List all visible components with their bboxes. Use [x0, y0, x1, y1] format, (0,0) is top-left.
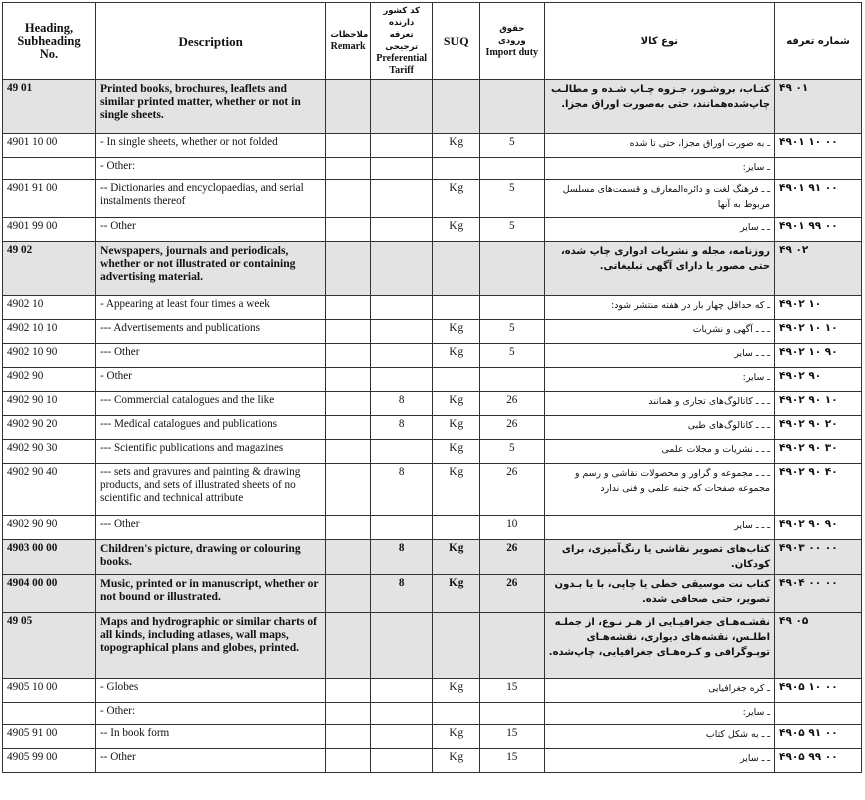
cell-remark	[326, 575, 370, 613]
cell-description: -- Other	[95, 218, 325, 242]
table-row	[3, 320, 862, 344]
cell-code: 4902 10 90	[3, 344, 96, 368]
cell-import-duty: 5	[479, 218, 544, 242]
cell-code: 4904 00 00	[3, 575, 96, 613]
cell-goods-type: ـ ـ ـ کاتالوگ‌های طبی	[544, 416, 774, 440]
header-pref-fa-1: کد کشور دارنده	[383, 6, 420, 28]
cell-remark	[326, 242, 370, 296]
header-description: Description	[95, 3, 325, 80]
cell-tariff-number: ۴۹ ۰۵	[775, 613, 862, 679]
cell-import-duty	[479, 80, 544, 134]
cell-import-duty: 26	[479, 540, 544, 575]
cell-remark	[326, 440, 370, 464]
cell-goods-type: ـ ـ سایر	[544, 749, 774, 773]
cell-goods-type: ـ سایر:	[544, 158, 774, 180]
cell-code: 49 02	[3, 242, 96, 296]
cell-suq	[433, 368, 479, 392]
cell-code	[3, 158, 96, 180]
cell-remark	[326, 296, 370, 320]
cell-suq: Kg	[433, 320, 479, 344]
cell-description: -- Other	[95, 749, 325, 773]
cell-description: Children's picture, drawing or colouring books.	[95, 540, 325, 575]
cell-tariff-number: ۴۹۰۲ ۹۰ ۲۰	[775, 416, 862, 440]
header-row	[3, 3, 862, 80]
cell-import-duty	[479, 703, 544, 725]
cell-preferential: 8	[370, 575, 433, 613]
cell-goods-type: ـ ـ سایر	[544, 218, 774, 242]
cell-goods-type: ـ به صورت اوراق مجزا، حتی تا شده	[544, 134, 774, 158]
cell-tariff-number: ۴۹۰۲ ۹۰ ۴۰	[775, 464, 862, 516]
cell-preferential	[370, 242, 433, 296]
cell-preferential	[370, 516, 433, 540]
cell-code: 4905 91 00	[3, 725, 96, 749]
cell-suq	[433, 516, 479, 540]
cell-goods-type: ـ ـ ـ سایر	[544, 344, 774, 368]
cell-tariff-number: ۴۹ ۰۱	[775, 80, 862, 134]
cell-suq	[433, 80, 479, 134]
cell-suq	[433, 296, 479, 320]
cell-description: Music, printed or in manuscript, whether or not bound or illustrated.	[95, 575, 325, 613]
cell-code: 4902 90 40	[3, 464, 96, 516]
cell-description: - Appearing at least four times a week	[95, 296, 325, 320]
table-row	[3, 344, 862, 368]
cell-tariff-number: ۴۹۰۱ ۱۰ ۰۰	[775, 134, 862, 158]
cell-tariff-number: ۴۹۰۱ ۹۹ ۰۰	[775, 218, 862, 242]
cell-import-duty: 26	[479, 392, 544, 416]
cell-goods-type: ـ که حداقل چهار بار در هفته منتشر شود:	[544, 296, 774, 320]
cell-description: Maps and hydrographic or similar charts of all kinds, including atlases, wall maps, topographical plans and globes, printed.	[95, 613, 325, 679]
cell-tariff-number: ۴۹۰۲ ۹۰ ۳۰	[775, 440, 862, 464]
cell-description: --- Other	[95, 344, 325, 368]
cell-description: --- Commercial catalogues and the like	[95, 392, 325, 416]
header-remark-fa: ملاحظات	[330, 30, 369, 40]
header-suq: SUQ	[433, 3, 479, 80]
table-row	[3, 296, 862, 320]
cell-goods-type: روزنامه، مجله و نشریات ادواری چاپ شده، حتی مصور یا دارای آگهی تبلیغاتی.	[544, 242, 774, 296]
cell-goods-type: ـ سایر:	[544, 368, 774, 392]
cell-remark	[326, 80, 370, 134]
cell-description: - Other:	[95, 703, 325, 725]
cell-tariff-number: ۴۹۰۲ ۹۰	[775, 368, 862, 392]
cell-preferential	[370, 180, 433, 218]
cell-preferential	[370, 440, 433, 464]
cell-description: - Other	[95, 368, 325, 392]
cell-tariff-number: ۴۹۰۵ ۹۹ ۰۰	[775, 749, 862, 773]
cell-goods-type: ـ ـ فرهنگ لغت و دائره‌المعارف و قسمت‌های مسلسل مربوط به آنها	[544, 180, 774, 218]
table-header	[3, 3, 862, 80]
cell-description: - Globes	[95, 679, 325, 703]
cell-goods-type: ـ ـ به شکل کتاب	[544, 725, 774, 749]
cell-preferential	[370, 679, 433, 703]
table-row	[3, 540, 862, 575]
cell-description: --- Medical catalogues and publications	[95, 416, 325, 440]
table-row	[3, 416, 862, 440]
table-row	[3, 368, 862, 392]
cell-code: 4902 90 10	[3, 392, 96, 416]
cell-tariff-number: ۴۹۰۵ ۱۰ ۰۰	[775, 679, 862, 703]
cell-goods-type: کتاب‌های تصویر نقاشی یا رنگ‌آمیزی، برای کودکان.	[544, 540, 774, 575]
table-row	[3, 440, 862, 464]
cell-description: Printed books, brochures, leaflets and similar printed matter, whether or not in single sheets.	[95, 80, 325, 134]
cell-goods-type: ـ ـ ـ مجموعه و گراور و محصولات نقاشی و رسم و مجموعه صفحات که جنبه علمی و فنی ندارد	[544, 464, 774, 516]
cell-goods-type: ـ ـ ـ آگهی و نشریات	[544, 320, 774, 344]
header-remark	[326, 3, 370, 80]
cell-tariff-number: ۴۹۰۲ ۱۰	[775, 296, 862, 320]
cell-suq: Kg	[433, 180, 479, 218]
cell-preferential: 8	[370, 540, 433, 575]
header-pref-en: Preferential Tariff	[376, 53, 428, 76]
cell-preferential	[370, 749, 433, 773]
cell-import-duty: 26	[479, 416, 544, 440]
table-row	[3, 80, 862, 134]
cell-description: --- Scientific publications and magazines	[95, 440, 325, 464]
table-row	[3, 134, 862, 158]
cell-import-duty	[479, 613, 544, 679]
header-import-en: Import duty	[485, 47, 539, 58]
tariff-table	[2, 2, 862, 773]
cell-import-duty: 15	[479, 725, 544, 749]
table-row	[3, 725, 862, 749]
cell-remark	[326, 218, 370, 242]
cell-goods-type: ـ ـ ـ کاتالوگ‌های تجاری و همانند	[544, 392, 774, 416]
header-import-fa: حقوق ورودی	[497, 24, 526, 46]
cell-suq	[433, 242, 479, 296]
header-tariff-number: شماره تعرفه	[775, 3, 862, 80]
cell-suq: Kg	[433, 725, 479, 749]
cell-description: - In single sheets, whether or not folded	[95, 134, 325, 158]
cell-goods-type: ـ کره جغرافیایی	[544, 679, 774, 703]
header-preferential	[370, 3, 433, 80]
cell-goods-type: ـ ـ ـ سایر	[544, 516, 774, 540]
cell-import-duty: 26	[479, 575, 544, 613]
cell-tariff-number: ۴۹ ۰۲	[775, 242, 862, 296]
cell-preferential	[370, 613, 433, 679]
cell-import-duty: 26	[479, 464, 544, 516]
cell-suq: Kg	[433, 134, 479, 158]
cell-preferential: 8	[370, 464, 433, 516]
cell-preferential	[370, 725, 433, 749]
cell-goods-type: کتاب نت موسیقی خطی یا چاپی، با یا بـدون تصویر، حتی صحافی شده.	[544, 575, 774, 613]
cell-goods-type: ـ سایر:	[544, 703, 774, 725]
cell-remark	[326, 516, 370, 540]
cell-code: 4902 90 20	[3, 416, 96, 440]
cell-import-duty	[479, 296, 544, 320]
cell-suq: Kg	[433, 749, 479, 773]
cell-tariff-number	[775, 703, 862, 725]
cell-suq: Kg	[433, 575, 479, 613]
cell-tariff-number: ۴۹۰۲ ۱۰ ۹۰	[775, 344, 862, 368]
cell-code: 4903 00 00	[3, 540, 96, 575]
cell-goods-type: کتـاب، بروشـور، جـزوه چـاپ شـده و مطالـب چاپ‌شده‌همانند، حتی به‌صورت اوراق مجزا.	[544, 80, 774, 134]
cell-import-duty: 15	[479, 749, 544, 773]
table-row	[3, 242, 862, 296]
cell-remark	[326, 180, 370, 218]
cell-code: 49 01	[3, 80, 96, 134]
cell-preferential	[370, 344, 433, 368]
table-row	[3, 575, 862, 613]
cell-preferential	[370, 158, 433, 180]
cell-code: 4905 10 00	[3, 679, 96, 703]
table-row	[3, 703, 862, 725]
cell-goods-type: ـ ـ ـ نشریات و مجلات علمی	[544, 440, 774, 464]
cell-code: 4902 90 90	[3, 516, 96, 540]
cell-preferential: 8	[370, 392, 433, 416]
cell-remark	[326, 679, 370, 703]
table-row	[3, 516, 862, 540]
cell-description: --- Other	[95, 516, 325, 540]
cell-suq: Kg	[433, 218, 479, 242]
cell-remark	[326, 158, 370, 180]
cell-import-duty: 5	[479, 320, 544, 344]
cell-suq: Kg	[433, 344, 479, 368]
cell-remark	[326, 725, 370, 749]
cell-preferential	[370, 134, 433, 158]
cell-tariff-number: ۴۹۰۱ ۹۱ ۰۰	[775, 180, 862, 218]
cell-code: 4902 10	[3, 296, 96, 320]
cell-preferential	[370, 80, 433, 134]
table-row	[3, 679, 862, 703]
cell-description: --- Advertisements and publications	[95, 320, 325, 344]
cell-remark	[326, 540, 370, 575]
cell-preferential	[370, 703, 433, 725]
cell-description: Newspapers, journals and periodicals, whether or not illustrated or containing advertising material.	[95, 242, 325, 296]
cell-tariff-number: ۴۹۰۲ ۹۰ ۹۰	[775, 516, 862, 540]
cell-remark	[326, 134, 370, 158]
cell-remark	[326, 368, 370, 392]
table-row	[3, 392, 862, 416]
cell-suq	[433, 158, 479, 180]
cell-code	[3, 703, 96, 725]
cell-remark	[326, 613, 370, 679]
table-row	[3, 218, 862, 242]
cell-code: 4902 10 10	[3, 320, 96, 344]
cell-suq	[433, 703, 479, 725]
cell-import-duty	[479, 158, 544, 180]
header-code: Heading, Subheading No.	[3, 3, 96, 80]
cell-import-duty	[479, 242, 544, 296]
header-pref-fa-2: تعرفه ترجیحی	[385, 30, 419, 52]
cell-description: -- In book form	[95, 725, 325, 749]
cell-tariff-number: ۴۹۰۲ ۱۰ ۱۰	[775, 320, 862, 344]
cell-preferential	[370, 320, 433, 344]
cell-import-duty: 15	[479, 679, 544, 703]
cell-code: 4905 99 00	[3, 749, 96, 773]
cell-code: 4902 90	[3, 368, 96, 392]
cell-code: 4901 10 00	[3, 134, 96, 158]
cell-remark	[326, 416, 370, 440]
cell-suq: Kg	[433, 540, 479, 575]
cell-tariff-number: ۴۹۰۳ ۰۰ ۰۰	[775, 540, 862, 575]
cell-preferential	[370, 218, 433, 242]
header-goods-type: نوع کالا	[544, 3, 774, 80]
cell-preferential	[370, 296, 433, 320]
cell-import-duty: 10	[479, 516, 544, 540]
cell-remark	[326, 749, 370, 773]
cell-suq: Kg	[433, 679, 479, 703]
table-row	[3, 180, 862, 218]
table-row	[3, 464, 862, 516]
cell-import-duty: 5	[479, 180, 544, 218]
cell-tariff-number: ۴۹۰۴ ۰۰ ۰۰	[775, 575, 862, 613]
cell-code: 4901 91 00	[3, 180, 96, 218]
cell-tariff-number: ۴۹۰۲ ۹۰ ۱۰	[775, 392, 862, 416]
cell-description: --- sets and gravures and painting & drawing products, and sets of illustrated sheets of no scientific and technical attribute	[95, 464, 325, 516]
table-row	[3, 613, 862, 679]
cell-remark	[326, 344, 370, 368]
cell-suq	[433, 613, 479, 679]
cell-import-duty: 5	[479, 344, 544, 368]
cell-remark	[326, 464, 370, 516]
cell-suq: Kg	[433, 392, 479, 416]
cell-import-duty	[479, 368, 544, 392]
cell-goods-type: نقشـه‌هـای جغرافیـایی از هـر نـوع، از جملـه اطلـس، نقشه‌های دیواری، نقشه‌هـای توپـوگرافی و کـره‌هـای جغرافیایی، چاپ‌شده.	[544, 613, 774, 679]
cell-remark	[326, 703, 370, 725]
cell-code: 4901 99 00	[3, 218, 96, 242]
table-row	[3, 749, 862, 773]
cell-tariff-number	[775, 158, 862, 180]
cell-remark	[326, 320, 370, 344]
cell-tariff-number: ۴۹۰۵ ۹۱ ۰۰	[775, 725, 862, 749]
cell-suq: Kg	[433, 440, 479, 464]
cell-import-duty: 5	[479, 440, 544, 464]
cell-description: -- Dictionaries and encyclopaedias, and serial instalments thereof	[95, 180, 325, 218]
cell-preferential	[370, 368, 433, 392]
cell-code: 49 05	[3, 613, 96, 679]
cell-import-duty: 5	[479, 134, 544, 158]
table-body	[3, 80, 862, 773]
cell-suq: Kg	[433, 416, 479, 440]
cell-suq: Kg	[433, 464, 479, 516]
header-remark-en: Remark	[330, 41, 366, 52]
cell-description: - Other:	[95, 158, 325, 180]
cell-remark	[326, 392, 370, 416]
cell-preferential: 8	[370, 416, 433, 440]
header-import-duty	[479, 3, 544, 80]
table-row	[3, 158, 862, 180]
cell-code: 4902 90 30	[3, 440, 96, 464]
